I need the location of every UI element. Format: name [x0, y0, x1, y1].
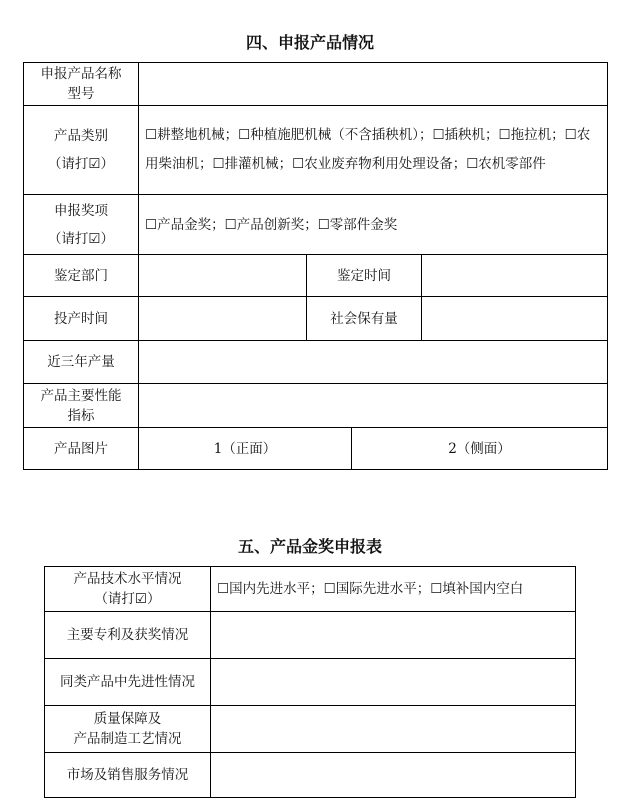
- output-field[interactable]: [139, 341, 608, 384]
- image-front-cell[interactable]: 1（正面）: [139, 428, 352, 470]
- advancement-label: 同类产品中先进性情况: [45, 659, 211, 706]
- award-type-options[interactable]: ☐产品金奖；☐产品创新奖；☐零部件金奖: [139, 195, 608, 255]
- market-field[interactable]: [211, 753, 576, 798]
- production-time-field[interactable]: [139, 297, 307, 341]
- section5-title: 五、产品金奖申报表: [237, 537, 382, 556]
- product-name-field[interactable]: [139, 63, 608, 106]
- product-name-label: 申报产品名称 型号: [24, 63, 139, 106]
- quality-field[interactable]: [211, 706, 576, 753]
- advancement-field[interactable]: [211, 659, 576, 706]
- performance-label: 产品主要性能 指标: [24, 384, 139, 428]
- tech-level-label: 产品技术水平情况 （请打☑）: [45, 567, 211, 612]
- market-label: 市场及销售服务情况: [45, 753, 211, 798]
- product-image-label: 产品图片: [24, 428, 139, 470]
- gold-award-table: [44, 566, 576, 798]
- social-holdings-field[interactable]: [422, 297, 608, 341]
- appraisal-time-label: 鉴定时间: [307, 255, 422, 297]
- product-info-table: [23, 62, 608, 470]
- section4-title: 四、申报产品情况: [245, 33, 374, 52]
- production-time-label: 投产时间: [24, 297, 139, 341]
- appraisal-time-field[interactable]: [422, 255, 608, 297]
- appraisal-dept-label: 鉴定部门: [24, 255, 139, 297]
- appraisal-dept-field[interactable]: [139, 255, 307, 297]
- award-type-label: 申报奖项 （请打☑）: [24, 195, 139, 255]
- performance-field[interactable]: [139, 384, 608, 428]
- product-category-options[interactable]: ☐耕整地机械；☐种植施肥机械（不含插秧机）；☐插秧机；☐拖拉机；☐农用柴油机；☐排灌机械；☐农业废弃物利用处理设备；☐农机零部件: [139, 106, 608, 195]
- patents-field[interactable]: [211, 612, 576, 659]
- tech-level-options[interactable]: ☐国内先进水平；☐国际先进水平；☐填补国内空白: [211, 567, 576, 612]
- output-label: 近三年产量: [24, 341, 139, 384]
- product-category-label: 产品类别 （请打☑）: [24, 106, 139, 195]
- social-holdings-label: 社会保有量: [307, 297, 422, 341]
- quality-label: 质量保障及 产品制造工艺情况: [45, 706, 211, 753]
- patents-label: 主要专利及获奖情况: [45, 612, 211, 659]
- image-side-cell[interactable]: 2（侧面）: [352, 428, 608, 470]
